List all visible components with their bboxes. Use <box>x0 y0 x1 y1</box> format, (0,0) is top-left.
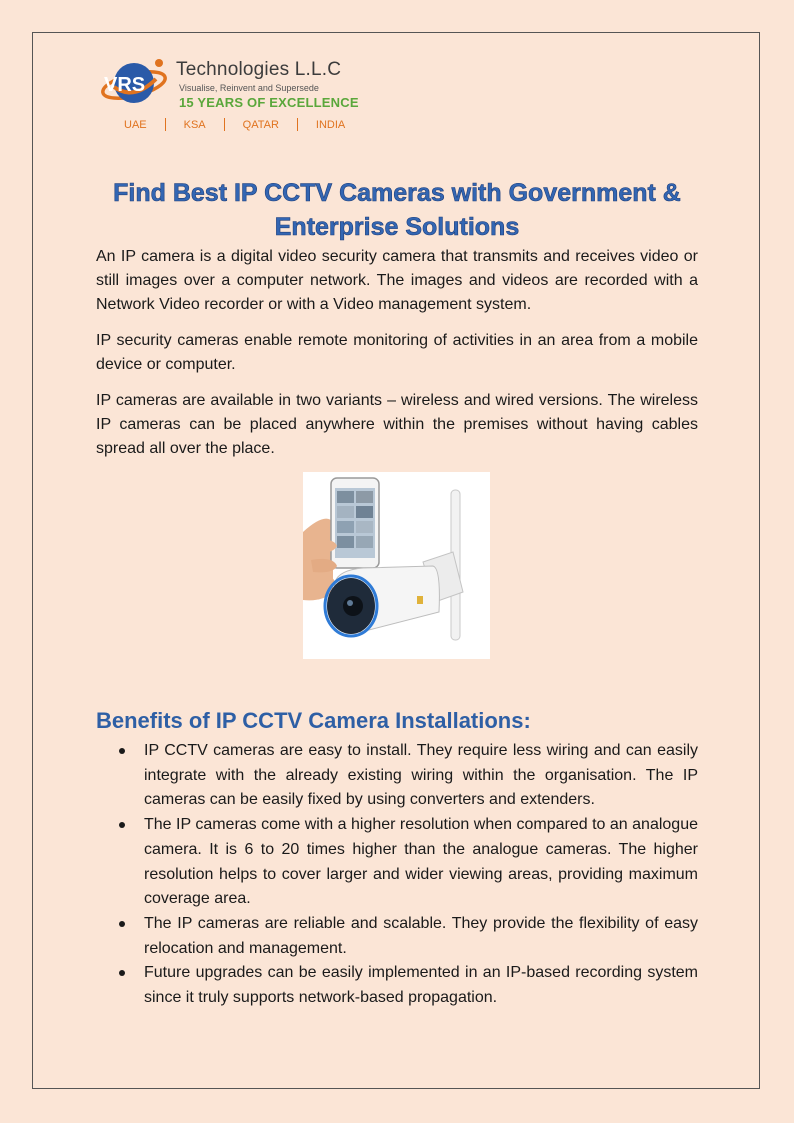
bullet-icon <box>119 921 125 927</box>
intro-paragraph: An IP camera is a digital video security camera that transmits and receives video or still images over a computer network. The images and videos are recorded with a Network Video recorder or with a Video management system. <box>96 248 698 313</box>
ip-camera-photo <box>303 472 490 659</box>
benefit-easy-install: IP CCTV cameras are easy to install. They require less wiring and can easily integrate with the already existing wiring within the organisation. The IP cameras can be easily fixed by using converters and extenders. <box>144 742 698 809</box>
company-logo <box>98 55 368 135</box>
bullet-icon <box>119 748 125 754</box>
phone-and-camera-illustration-icon <box>303 472 490 659</box>
benefit-higher-resolution: The IP cameras come with a higher resolution when compared to an analogue camera. It is 6 to 20 times higher than the analogue cameras. The higher resolution helps to cover larger and wider viewing areas, providing maximum coverage area. <box>144 816 698 908</box>
country-qatar: QATAR <box>242 118 279 131</box>
benefits-heading: Benefits of IP CCTV Camera Installations: <box>96 708 531 733</box>
page-title: Find Best IP CCTV Cameras with Government & Enterprise Solutions <box>113 179 681 241</box>
country-ksa: KSA <box>183 118 206 131</box>
benefits-list <box>96 739 698 1011</box>
list-item <box>96 961 698 1010</box>
bullet-icon <box>119 822 125 828</box>
country-list <box>124 118 363 131</box>
benefit-future-upgrades: Future upgrades can be easily implemented in an IP-based recording system since it truly supports network-based propagation. <box>144 964 698 1007</box>
company-tagline: Visualise, Reinvent and Supersede <box>179 83 319 93</box>
remote-monitoring-paragraph: IP security cameras enable remote monitoring of activities in an area from a mobile device or computer. <box>96 332 698 373</box>
vrs-globe-logo-icon <box>98 55 176 115</box>
bullet-icon <box>119 970 125 976</box>
list-item <box>96 813 698 912</box>
list-item <box>96 739 698 813</box>
list-item <box>96 912 698 961</box>
logo-mark-text: VRS <box>104 74 146 96</box>
variants-paragraph: IP cameras are available in two variants – wireless and wired versions. The wireless IP cameras can be placed anywhere within the premises without having cables spread all over the place. <box>96 392 698 457</box>
country-india: INDIA <box>315 118 346 131</box>
benefit-reliable-scalable: The IP cameras are reliable and scalable. They provide the flexibility of easy relocation and management. <box>144 914 698 957</box>
years-of-excellence: 15 YEARS OF EXCELLENCE <box>179 95 359 110</box>
country-uae: UAE <box>124 118 147 131</box>
company-name: Technologies L.L.C <box>176 59 342 80</box>
